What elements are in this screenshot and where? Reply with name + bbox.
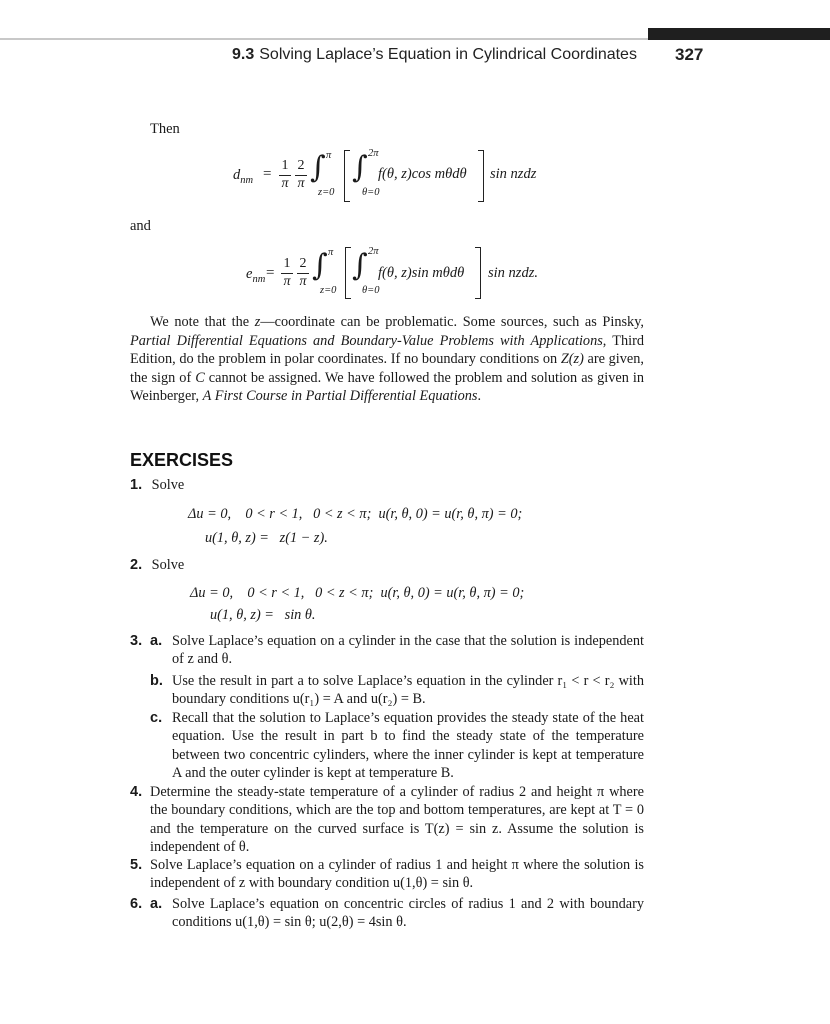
exercise-4-number: 4. bbox=[130, 784, 143, 800]
exercise-2-equation-line1: Δu = 0, 0 < r < 1, 0 < z < π; u(r, θ, 0) = u(r, θ, π) = 0; bbox=[190, 585, 525, 601]
formula-e-outer-integral: ∫ bbox=[312, 248, 328, 283]
formula-e-outer-upper: π bbox=[328, 247, 334, 258]
exercise-6a-text: Solve Laplace’s equation on concentric circles of radius 1 and 2 with boundary conditions u(1,θ) = sin θ; u(2,θ) = 4sin θ. bbox=[172, 896, 644, 931]
exercise-2-equation-line2: u(1, θ, z) = sin θ. bbox=[210, 607, 316, 623]
formula-e-inner-integral: ∫ bbox=[352, 248, 368, 283]
formula-d-right-bracket bbox=[478, 150, 484, 202]
header-rule bbox=[0, 38, 648, 40]
exercise-1 bbox=[130, 476, 184, 495]
formula-d-equals: = bbox=[263, 166, 272, 182]
exercise-5-text: Solve Laplace’s equation on a cylinder of radius 1 and height π where the solution is independent of z with boundary condition u(1,θ) = sin θ. bbox=[150, 857, 644, 892]
page-number: 327 bbox=[675, 45, 704, 64]
formula-d-outer-lower: z=0 bbox=[318, 187, 335, 198]
section-number: 9.3 bbox=[232, 46, 255, 63]
formula-d-left-bracket bbox=[344, 150, 350, 202]
and-word: and bbox=[130, 218, 151, 234]
formula-e-frac1-den: π bbox=[283, 274, 291, 289]
weinberger-title: A First Course in Partial Differential Equations bbox=[202, 388, 478, 404]
formula-e-frac2-num: 2 bbox=[299, 256, 307, 271]
formula-d-frac1-den: π bbox=[281, 176, 289, 191]
running-head bbox=[232, 46, 637, 64]
formula-e-lhs: $e_{nm}$ bbox=[246, 266, 266, 285]
formula-e-equals: = bbox=[266, 265, 275, 281]
exercise-2-label: Solve bbox=[151, 557, 185, 573]
formula-d-inner-lower: θ=0 bbox=[362, 187, 380, 198]
formula-d-outer-integral: ∫ bbox=[310, 150, 326, 185]
formula-d-inner-upper: 2π bbox=[368, 148, 379, 159]
exercise-3b-label: b. bbox=[150, 673, 163, 689]
exercise-1-equation-line1: Δu = 0, 0 < r < 1, 0 < z < π; u(r, θ, 0) = u(r, θ, π) = 0; bbox=[188, 506, 523, 522]
formula-e-frac2-den: π bbox=[299, 274, 307, 289]
formula-d-integrand: f(θ, z)cos mθdθ bbox=[378, 166, 467, 182]
exercise-6a-label: a. bbox=[150, 896, 163, 912]
formula-d-frac2-num: 2 bbox=[297, 158, 305, 173]
note-paragraph: We note that the z—coordinate can be problematic. Some sources, such as Pinsky, Partial Differential Equations and Boundary-Value Problems with Applications, Third Edition, do the problem in polar coordinates. If no boundary conditions on Z(z) are given, the sign of C cannot be assigned. We have followed the problem and solution as given in Weinberger, A First Course in Partial Differential Equations. bbox=[130, 314, 644, 404]
formula-e-integrand: f(θ, z)sin mθdθ bbox=[378, 265, 465, 281]
exercise-3a-label: a. bbox=[150, 633, 163, 649]
formula-e-inner-lower: θ=0 bbox=[362, 285, 380, 296]
exercise-3a-text: Solve Laplace’s equation on a cylinder in the case that the solution is independent of z and θ. bbox=[172, 633, 644, 668]
pinsky-title: Partial Differential Equations and Boundary-Value Problems with Applications bbox=[130, 332, 603, 349]
formula-e-right-bracket bbox=[475, 247, 481, 299]
exercise-1-number: 1. bbox=[130, 477, 143, 493]
exercise-2-number: 2. bbox=[130, 557, 143, 573]
formula-e-left-bracket bbox=[345, 247, 351, 299]
exercise-1-label: Solve bbox=[151, 477, 185, 493]
paragraph-z: z bbox=[254, 314, 261, 330]
formula-d-inner-integral: ∫ bbox=[352, 150, 368, 185]
then-word: Then bbox=[150, 121, 180, 137]
formula-e-frac1-num: 1 bbox=[283, 256, 291, 271]
exercise-3c-label: c. bbox=[150, 710, 163, 726]
formula-d-tail: sin nzdz bbox=[490, 166, 537, 182]
paragraph-C: C bbox=[195, 369, 205, 386]
exercise-2 bbox=[130, 556, 184, 575]
exercise-3c-text: Recall that the solution to Laplace’s equation provides the steady state of the heat equation. Use the result in part b to find the steady state of the temperature between two concentric cylinders, where the inner cylinder is kept at temperature A and the outer cylinder is kept at temperature B. bbox=[172, 710, 644, 782]
exercise-1-equation-line2: u(1, θ, z) = z(1 − z). bbox=[205, 530, 328, 546]
formula-d-frac1-num: 1 bbox=[281, 158, 289, 173]
exercise-3b-text: Use the result in part a to solve Laplace’s equation in the cylinder r₁ < r < r₂ with boundary conditions u(r₁) = A and u(r₂) = B. bbox=[172, 673, 644, 708]
formula-d-outer-upper: π bbox=[326, 150, 332, 161]
exercises-heading: EXERCISES bbox=[130, 450, 234, 470]
formula-e-outer-lower: z=0 bbox=[320, 285, 337, 296]
exercise-4-text: Determine the steady-state temperature of a cylinder of radius 2 and height π where the boundary conditions, which are the top and bottom temperatures, are kept at T = 0 and the temperature on the curved surface is T(z) = sin z. Assume the solution is independent of θ. bbox=[150, 784, 644, 856]
header-tab-block bbox=[648, 28, 830, 40]
exercise-5-number: 5. bbox=[130, 857, 143, 873]
section-title: Solving Laplace’s Equation in Cylindrical Coordinates bbox=[259, 46, 637, 63]
formula-d-frac2-den: π bbox=[297, 176, 305, 191]
paragraph-Zz: Z(z) bbox=[560, 351, 584, 367]
formula-e-inner-upper: 2π bbox=[368, 246, 379, 257]
exercise-6-number: 6. bbox=[130, 896, 143, 912]
exercise-3-number: 3. bbox=[130, 633, 143, 649]
formula-d-lhs: $d_{nm}$ bbox=[233, 167, 254, 186]
formula-e-tail: sin nzdz. bbox=[488, 265, 538, 281]
